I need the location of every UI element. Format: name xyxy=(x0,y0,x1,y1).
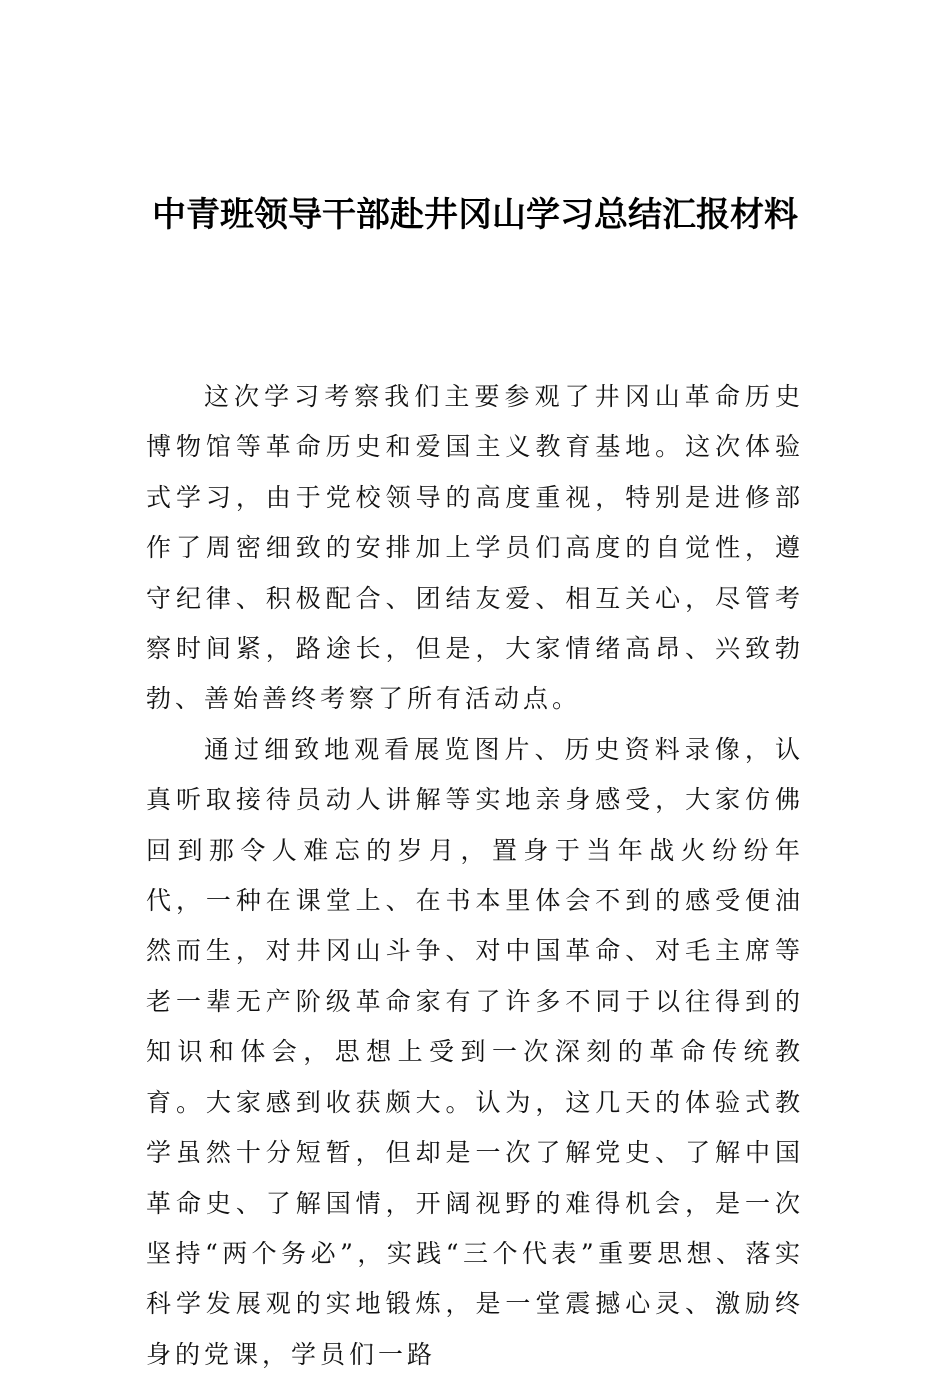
document-body xyxy=(146,372,804,1380)
document-title: 中青班领导干部赴井冈山学习总结汇报材料 xyxy=(152,195,798,235)
paragraph: 通过细致地观看展览图片、历史资料录像，认真听取接待员动人讲解等实地亲身感受，大家仿佛回到那令人难忘的岁月，置身于当年战火纷纷年代，一种在课堂上、在书本里体会不到的感受便油然而生，对井冈山斗争、对中国革命、对毛主席等老一辈无产阶级革命家有了许多不同于以往得到的知识和体会，思想上受到一次深刻的革命传统教育。大家感到收获颇大。认为，这几天的体验式教学虽然十分短暂，但却是一次了解党史、了解中国革命史、了解国情，开阔视野的难得机会，是一次坚持“两个务必”，实践“三个代表”重要思想、落实科学发展观的实地锻炼，是一堂震撼心灵、激励终身的党课，学员们一路 xyxy=(146,734,804,1369)
paragraph: 这次学习考察我们主要参观了井冈山革命历史博物馆等革命历史和爱国主义教育基地。这次体验式学习，由于党校领导的高度重视，特别是进修部作了周密细致的安排加上学员们高度的自觉性，遵守纪律、积极配合、团结友爱、相互关心，尽管考察时间紧，路途长，但是，大家情绪高昂、兴致勃勃、善始善终考察了所有活动点。 xyxy=(146,382,804,714)
